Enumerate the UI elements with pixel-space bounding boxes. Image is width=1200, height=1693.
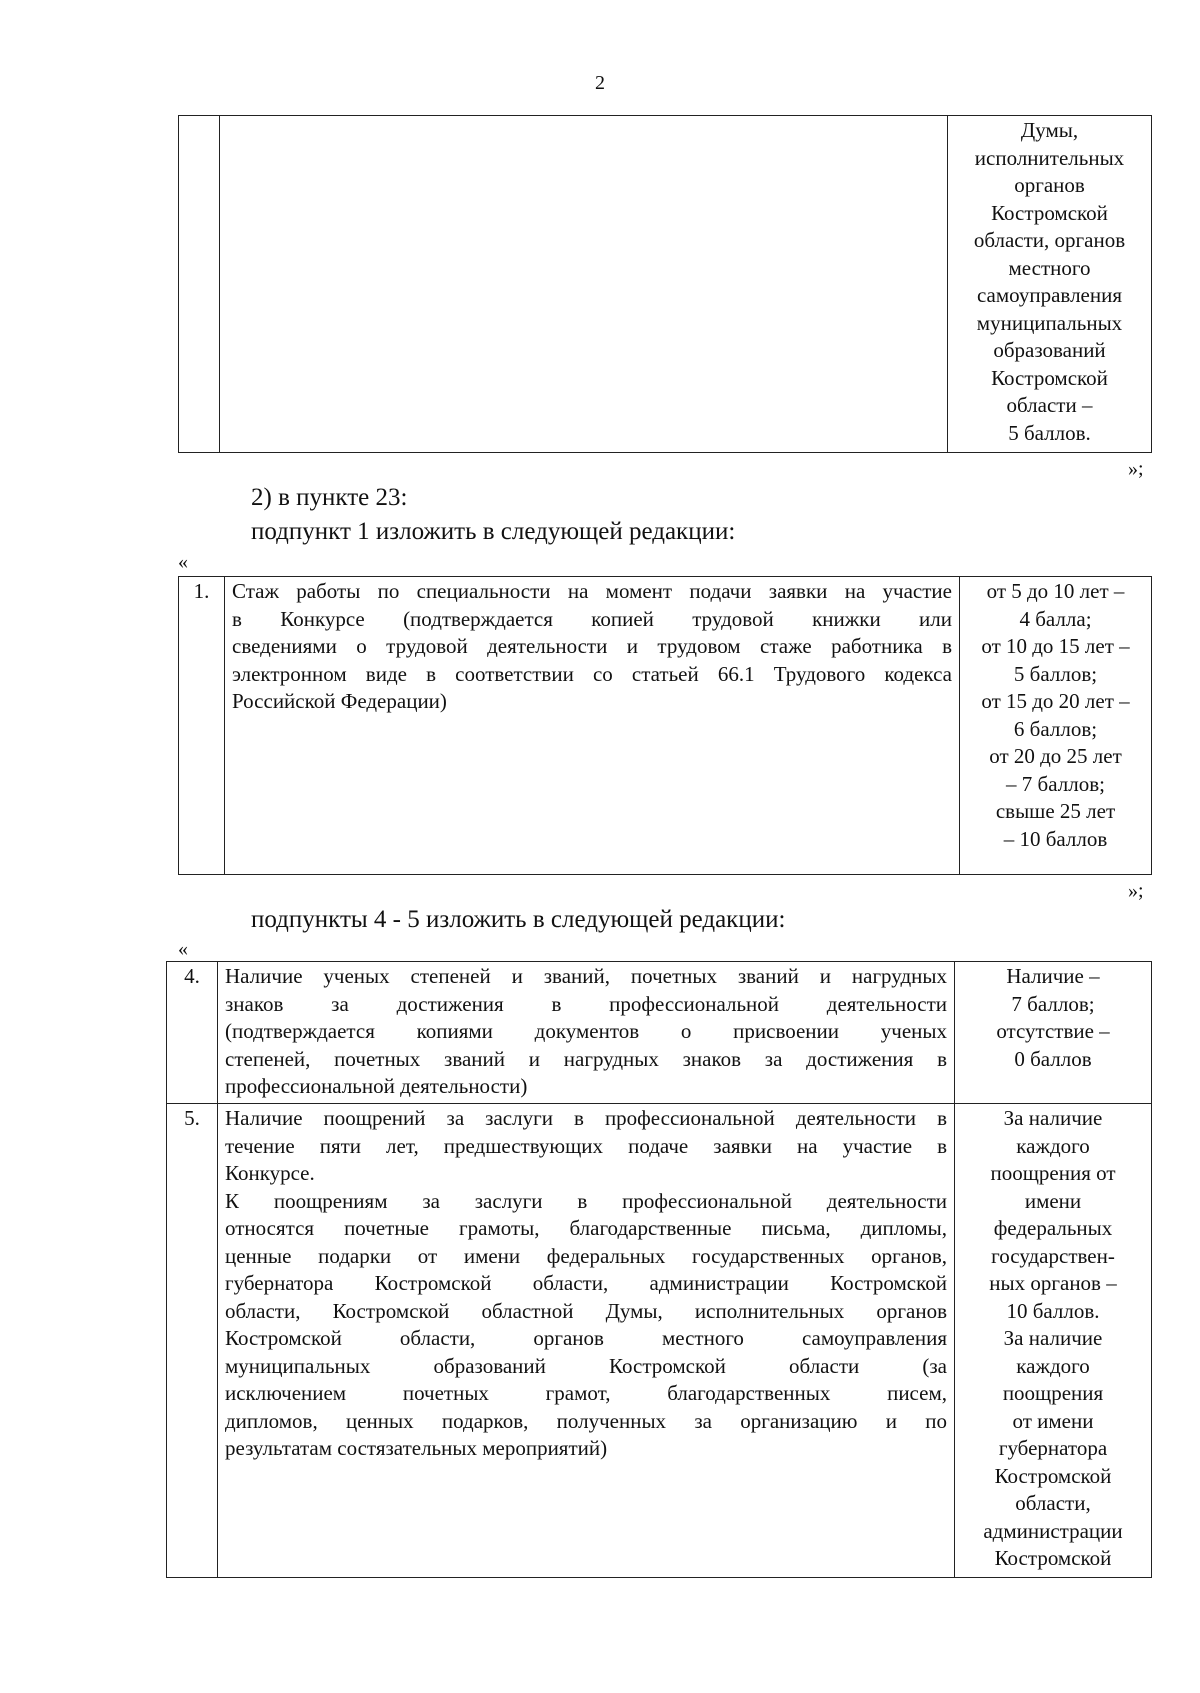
text-line: области, Костромской областной Думы, исполнительных органов bbox=[225, 1298, 947, 1323]
section-subtitle: подпункт 1 изложить в следующей редакции: bbox=[251, 518, 736, 545]
score-line: 0 баллов bbox=[1014, 1046, 1092, 1071]
score-cell bbox=[960, 577, 1152, 875]
table-subpoint-1 bbox=[178, 576, 1152, 875]
score-line: Думы, bbox=[1020, 118, 1079, 142]
text-line: профессиональной деятельности) bbox=[225, 1074, 528, 1098]
section-subtitle: подпункты 4 - 5 изложить в следующей редакции: bbox=[251, 906, 786, 933]
text-line: (подтверждается копиями документов о присвоении ученых bbox=[225, 1019, 947, 1043]
score-line: самоуправления bbox=[976, 283, 1123, 307]
text-line: муниципальных образований Костромской области (за bbox=[225, 1353, 947, 1378]
criterion-text bbox=[225, 577, 960, 875]
text-line: К поощрениям за заслуги в профессиональной деятельности bbox=[225, 1188, 947, 1213]
text-line: относятся почетные грамоты, благодарственные письма, дипломы, bbox=[225, 1216, 947, 1240]
score-line: органов bbox=[1014, 173, 1085, 197]
text-line: губернатора Костромской области, администрации Костромской bbox=[225, 1271, 947, 1295]
score-line: области, bbox=[1015, 1491, 1091, 1515]
score-line: За наличие bbox=[1003, 1326, 1103, 1350]
row-number: 4. bbox=[167, 962, 218, 1104]
text-line: Российской Федерации) bbox=[232, 689, 447, 713]
score-line: образований bbox=[993, 338, 1106, 362]
text-line: электронном виде в соответствии со статьей 66.1 Трудового кодекса bbox=[232, 661, 952, 686]
criterion-text bbox=[218, 962, 955, 1104]
score-line: Костромской bbox=[994, 1546, 1112, 1570]
text-line: результатам состязательных мероприятий) bbox=[225, 1436, 608, 1460]
score-line: от 15 до 20 лет – bbox=[981, 689, 1130, 713]
score-line: муниципальных bbox=[976, 310, 1123, 335]
score-line: исполнительных bbox=[974, 145, 1125, 170]
text-line: ценные подарки от имени федеральных государственных органов, bbox=[225, 1243, 947, 1268]
score-line: ных органов – bbox=[989, 1271, 1117, 1295]
text-line: знаков за достижения в профессиональной деятельности bbox=[225, 991, 947, 1016]
text-line: Наличие ученых степеней и званий, почетных званий и нагрудных bbox=[225, 964, 947, 988]
score-line: от 10 до 15 лет – bbox=[981, 634, 1130, 658]
row-number: 5. bbox=[167, 1104, 218, 1578]
table-subpoints-4-5 bbox=[166, 961, 1152, 1578]
score-cell bbox=[955, 1104, 1152, 1578]
open-quote: « bbox=[178, 938, 188, 960]
score-line: местного bbox=[1008, 255, 1091, 280]
close-quote: »; bbox=[1128, 458, 1144, 480]
text-line: течение пяти лет, предшествующих подаче заявки на участие в bbox=[225, 1133, 947, 1158]
row-number: 1. bbox=[179, 577, 225, 875]
score-line: администрации bbox=[983, 1518, 1123, 1543]
score-cell bbox=[955, 962, 1152, 1104]
score-line: 7 баллов; bbox=[1011, 991, 1095, 1016]
score-line: свыше 25 лет bbox=[995, 799, 1116, 823]
score-line: губернатора bbox=[998, 1436, 1108, 1460]
table-row bbox=[167, 1104, 1152, 1578]
text-line: Стаж работы по специальности на момент подачи заявки на участие bbox=[232, 579, 952, 603]
score-line: каждого bbox=[1016, 1133, 1090, 1158]
text-line: Наличие поощрений за заслуги в профессиональной деятельности в bbox=[225, 1106, 947, 1130]
text-line: в Конкурсе (подтверждается копией трудовой книжки или bbox=[232, 606, 952, 631]
text-line: Конкурсе. bbox=[225, 1161, 315, 1185]
score-line: 10 баллов. bbox=[1006, 1298, 1100, 1323]
score-line: Наличие – bbox=[1006, 964, 1100, 988]
score-line: от 20 до 25 лет bbox=[989, 744, 1122, 768]
section-title: 2) в пункте 23: bbox=[251, 484, 408, 511]
table-top-text-cell bbox=[220, 116, 948, 453]
score-line: от имени bbox=[1012, 1408, 1094, 1433]
text-line: дипломов, ценных подарков, полученных за организацию и по bbox=[225, 1408, 947, 1433]
score-line: области – bbox=[1006, 393, 1093, 417]
close-quote: »; bbox=[1128, 880, 1144, 902]
score-line: каждого bbox=[1016, 1353, 1090, 1378]
text-line: исключением почетных грамот, благодарственных писем, bbox=[225, 1381, 947, 1405]
score-line: отсутствие – bbox=[996, 1019, 1110, 1043]
page-number: 2 bbox=[595, 72, 605, 94]
score-line: – 7 баллов; bbox=[1006, 771, 1105, 796]
table-top bbox=[178, 115, 1152, 453]
score-line: Костромской bbox=[994, 1463, 1112, 1488]
text-line: Костромской области, органов местного самоуправления bbox=[225, 1326, 947, 1350]
open-quote: « bbox=[178, 551, 188, 573]
score-line: от 5 до 10 лет – bbox=[986, 579, 1125, 603]
score-line: 4 балла; bbox=[1019, 606, 1092, 631]
score-line: имени bbox=[1024, 1188, 1082, 1213]
score-line: За наличие bbox=[1003, 1106, 1103, 1130]
score-line: поощрения bbox=[1002, 1381, 1104, 1405]
score-line: 5 баллов; bbox=[1013, 661, 1098, 686]
score-line: Костромской bbox=[991, 365, 1108, 390]
score-line: области, органов bbox=[973, 228, 1126, 252]
text-line: сведениями о трудовой деятельности и трудовом стаже работника в bbox=[232, 634, 952, 658]
score-line: государствен- bbox=[991, 1243, 1115, 1268]
table-row bbox=[167, 962, 1152, 1104]
score-line: 5 баллов. bbox=[1008, 420, 1091, 445]
text-line: степеней, почетных званий и нагрудных знаков за достижения в bbox=[225, 1046, 947, 1071]
table-top-score-cell bbox=[948, 116, 1152, 453]
score-line: федеральных bbox=[993, 1216, 1113, 1240]
criterion-text bbox=[218, 1104, 955, 1578]
score-line: поощрения от bbox=[990, 1161, 1116, 1185]
table-top-num-cell bbox=[179, 116, 220, 453]
score-line: – 10 баллов bbox=[1003, 826, 1108, 851]
score-line: 6 баллов; bbox=[1013, 716, 1098, 741]
score-line: Костромской bbox=[991, 200, 1108, 225]
